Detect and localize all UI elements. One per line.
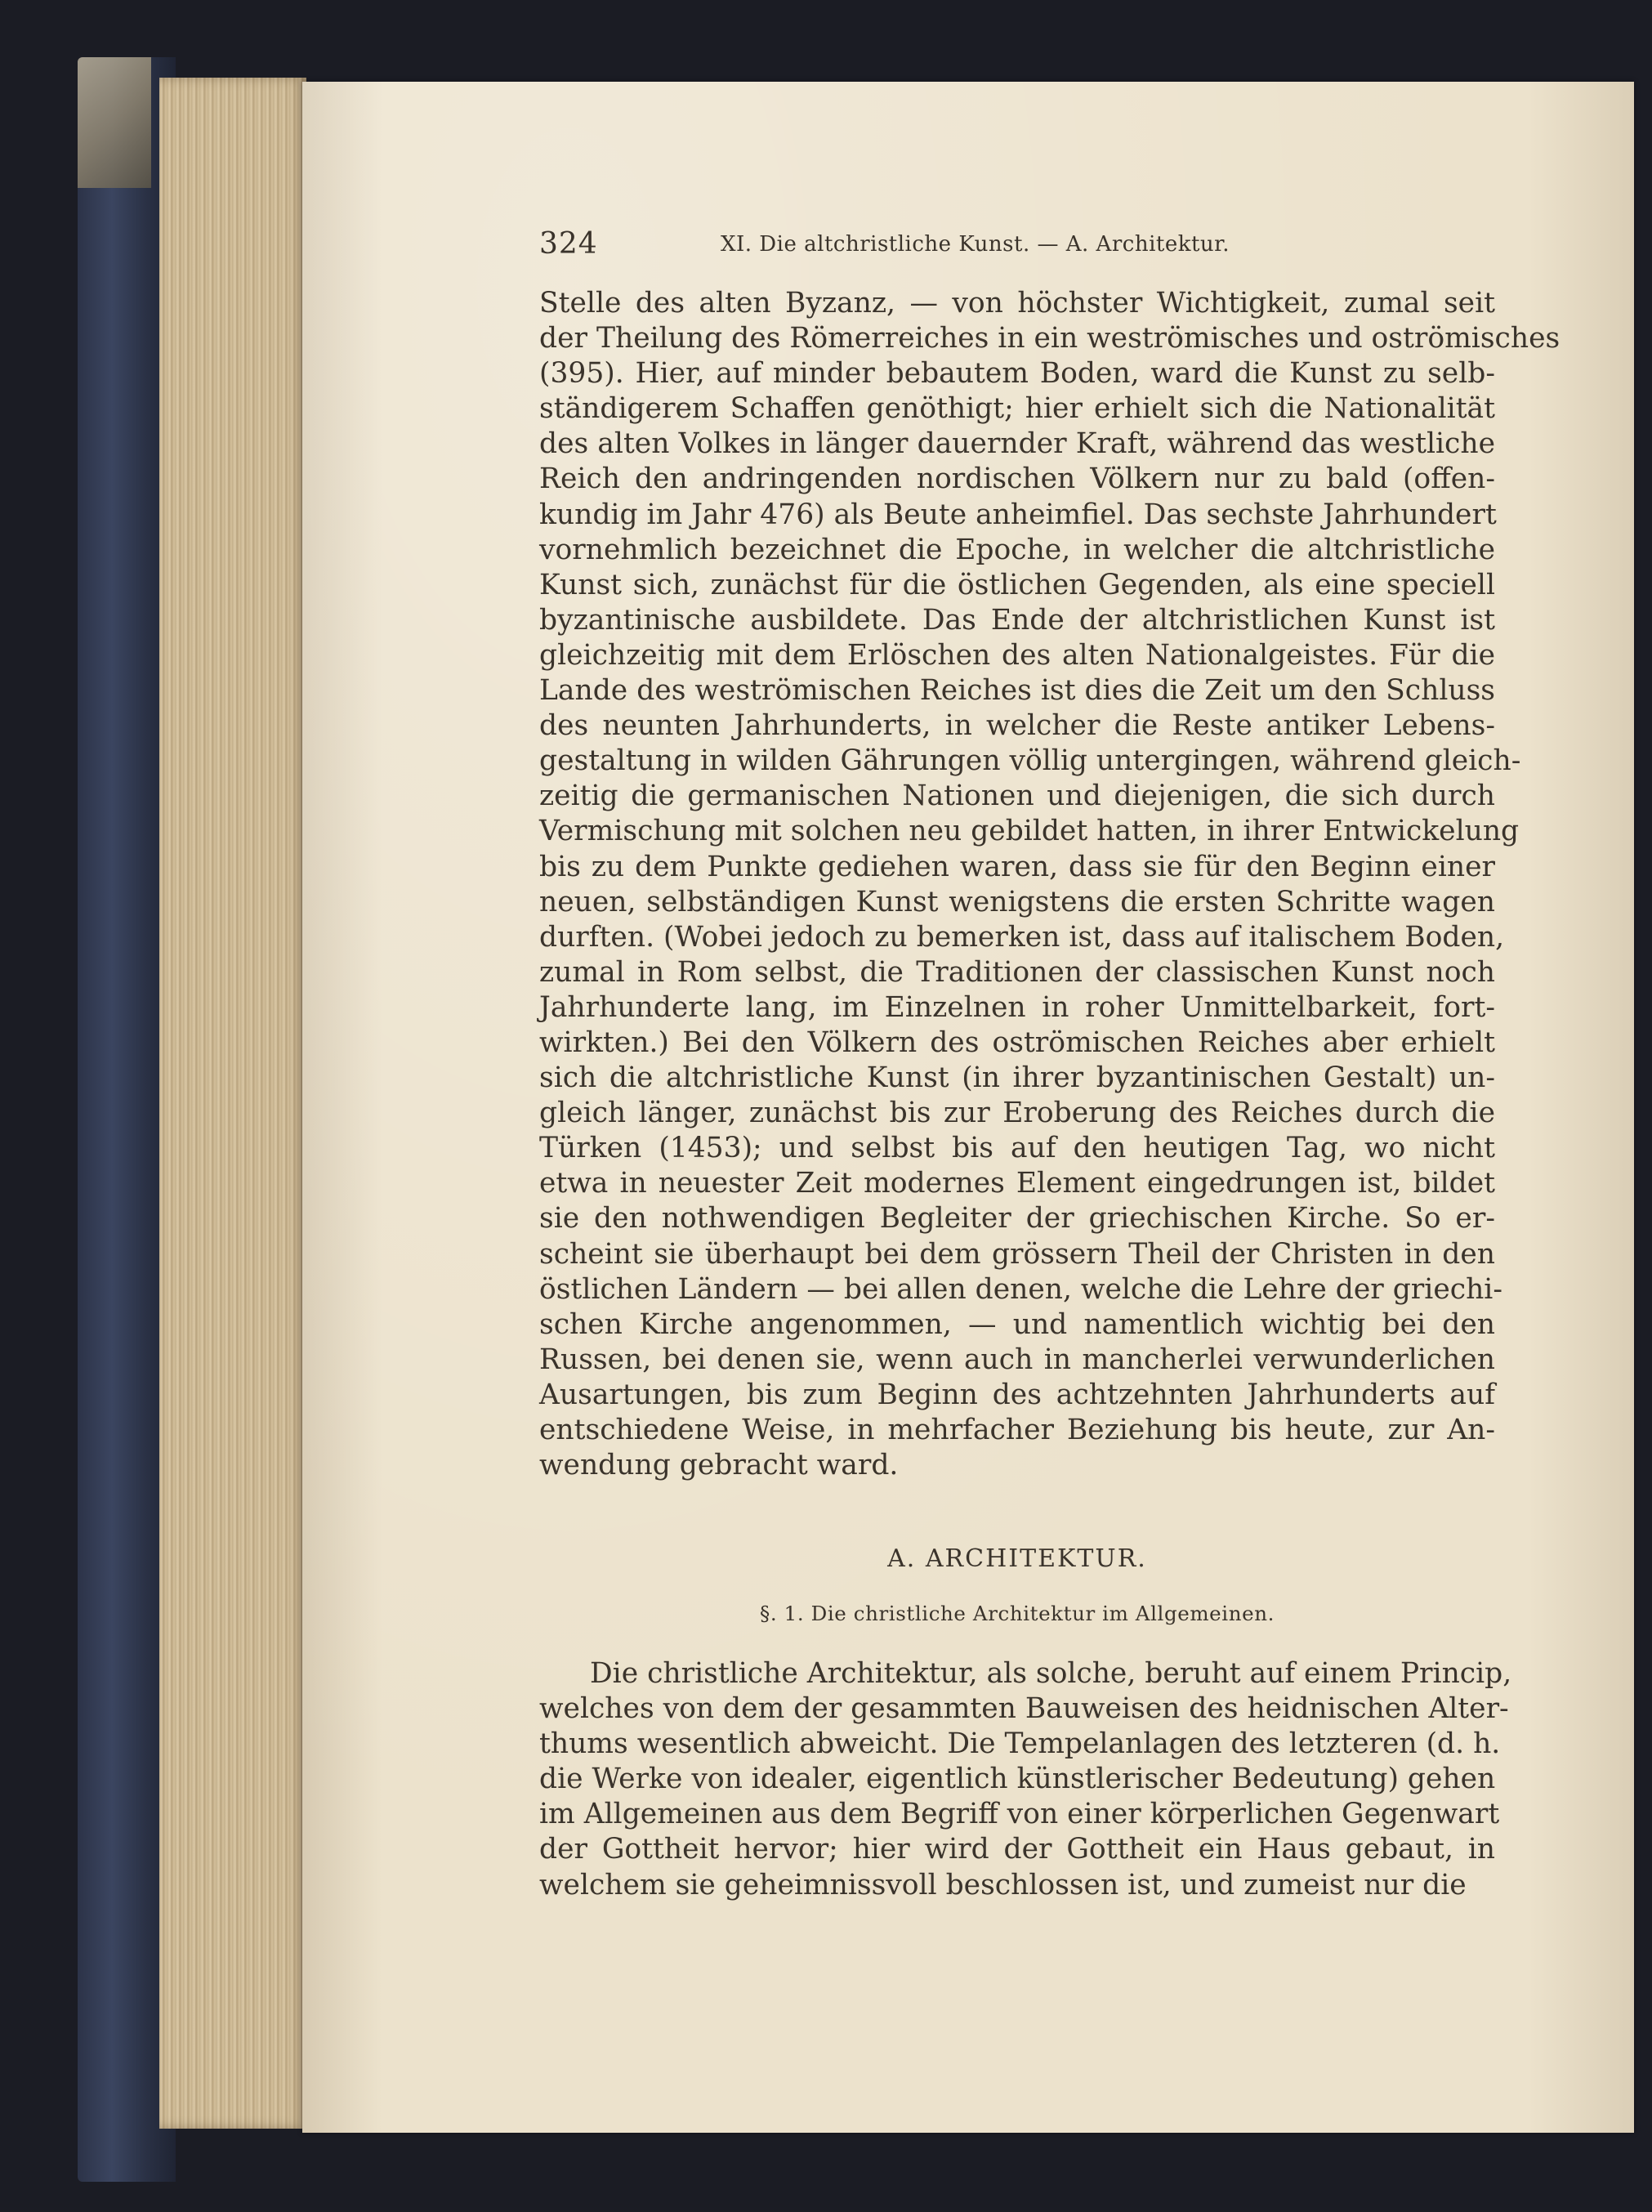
text-line: zumal in Rom selbst, die Traditionen der classischen Kunst noch (539, 955, 1495, 989)
text-line: sie den nothwendigen Begleiter der griechischen Kirche. So er- (539, 1202, 1495, 1236)
text-line: vornehmlich bezeichnet die Epoche, in welcher die altchristliche (539, 533, 1495, 566)
text-line: durften. (Wobei jedoch zu bemerken ist, dass auf italischem Boden, (539, 920, 1505, 954)
text-line: zeitig die germanischen Nationen und diejenigen, die sich durch (539, 780, 1495, 813)
text-line: gestaltung in wilden Gährungen völlig untergingen, während gleich- (539, 744, 1521, 778)
text-line: entschiedene Weise, in mehrfacher Beziehung bis heute, zur An- (539, 1414, 1495, 1446)
text-line: Reich den andringenden nordischen Völkern nur zu bald (offen- (539, 463, 1495, 496)
text-line: Stelle des alten Byzanz, — von höchster Wichtigkeit, zumal seit (539, 287, 1495, 320)
text-line: welches von dem der gesammten Bauweisen des heidnischen Alter- (539, 1692, 1509, 1726)
text-line: die Werke von idealer, eigentlich künstlerischer Bedeutung) gehen (539, 1763, 1496, 1796)
text-line: Vermischung mit solchen neu gebildet hatten, in ihrer Entwickelung (539, 815, 1520, 848)
paragraph-1 (539, 286, 1560, 1483)
running-head: XI. Die altchristliche Kunst. — A. Architektur. (721, 232, 1230, 257)
text-line: Kunst sich, zunächst für die östlichen Gegenden, als eine speciell (539, 568, 1495, 601)
subsection-heading: §. 1. Die christliche Architektur im Allgemeinen. (760, 1602, 1275, 1625)
text-line: Die christliche Architektur, als solche, beruht auf einem Princip, (590, 1657, 1512, 1690)
text-line: welchem sie geheimnissvoll beschlossen ist, und zumeist nur die (539, 1868, 1467, 1901)
page-number: 324 (539, 227, 598, 261)
text-line: Lande des weströmischen Reiches ist dies die Zeit um den Schluss (539, 674, 1495, 708)
text-line: im Allgemeinen aus dem Begriff von einer körperlichen Gegenwart (539, 1798, 1500, 1831)
section-heading: A. ARCHITEKTUR. (887, 1544, 1147, 1573)
text-line: gleich länger, zunächst bis zur Eroberung des Reiches durch die (539, 1097, 1495, 1130)
text-line: östlichen Ländern — bei allen denen, welche die Lehre der griechi- (539, 1272, 1502, 1306)
text-line: der Theilung des Römerreiches in ein weströmisches und oströmisches (539, 322, 1560, 355)
text-line: scheint sie überhaupt bei dem grössern Theil der Christen in den (539, 1237, 1495, 1271)
text-line: Türken (1453); und selbst bis auf den heutigen Tag, wo nicht (539, 1132, 1495, 1165)
worn-binding-corner (78, 57, 151, 188)
text-line: thums wesentlich abweicht. Die Tempelanlagen des letzteren (d. h. (539, 1727, 1501, 1761)
text-line: sich die altchristliche Kunst (in ihrer byzantinischen Gestalt) un- (539, 1061, 1495, 1095)
text-line: bis zu dem Punkte gediehen waren, dass sie für den Beginn einer (539, 850, 1495, 883)
text-line: gleichzeitig mit dem Erlöschen des alten Nationalgeistes. Für die (539, 638, 1495, 672)
page-header (539, 227, 1495, 261)
text-line: Ausartungen, bis zum Beginn des achtzehnten Jahrhunderts auf (539, 1378, 1495, 1411)
text-line: byzantinische ausbildete. Das Ende der altchristlichen Kunst ist (539, 603, 1495, 637)
paragraph-2 (539, 1656, 1512, 1903)
page-edges (159, 78, 306, 2129)
text-line: wendung gebracht ward. (539, 1449, 899, 1482)
text-line: des alten Volkes in länger dauernder Kraft, während das westliche (539, 427, 1495, 461)
text-line: schen Kirche angenommen, — und namentlich wichtig bei den (539, 1307, 1495, 1341)
text-line: ständigerem Schaffen genöthigt; hier erhielt sich die Nationalität (539, 392, 1495, 426)
text-line: (395). Hier, auf minder bebautem Boden, ward die Kunst zu selb- (539, 357, 1495, 391)
text-line: wirkten.) Bei den Völkern des oströmischen Reiches aber erhielt (539, 1026, 1495, 1059)
text-line: Jahrhunderte lang, im Einzelnen in roher Unmittelbarkeit, fort- (539, 990, 1495, 1024)
text-line: der Gottheit hervor; hier wird der Gottheit ein Haus gebaut, in (539, 1833, 1495, 1866)
text-line: neuen, selbständigen Kunst wenigstens die ersten Schritte wagen (539, 885, 1495, 918)
text-line: des neunten Jahrhunderts, in welcher die Reste antiker Lebens- (539, 709, 1495, 743)
text-line: kundig im Jahr 476) als Beute anheimfiel. Das sechste Jahrhundert (539, 498, 1497, 531)
text-line: Russen, bei denen sie, wenn auch in mancherlei verwunderlichen (539, 1343, 1495, 1376)
text-line: etwa in neuester Zeit modernes Element eingedrungen ist, bildet (539, 1167, 1495, 1200)
